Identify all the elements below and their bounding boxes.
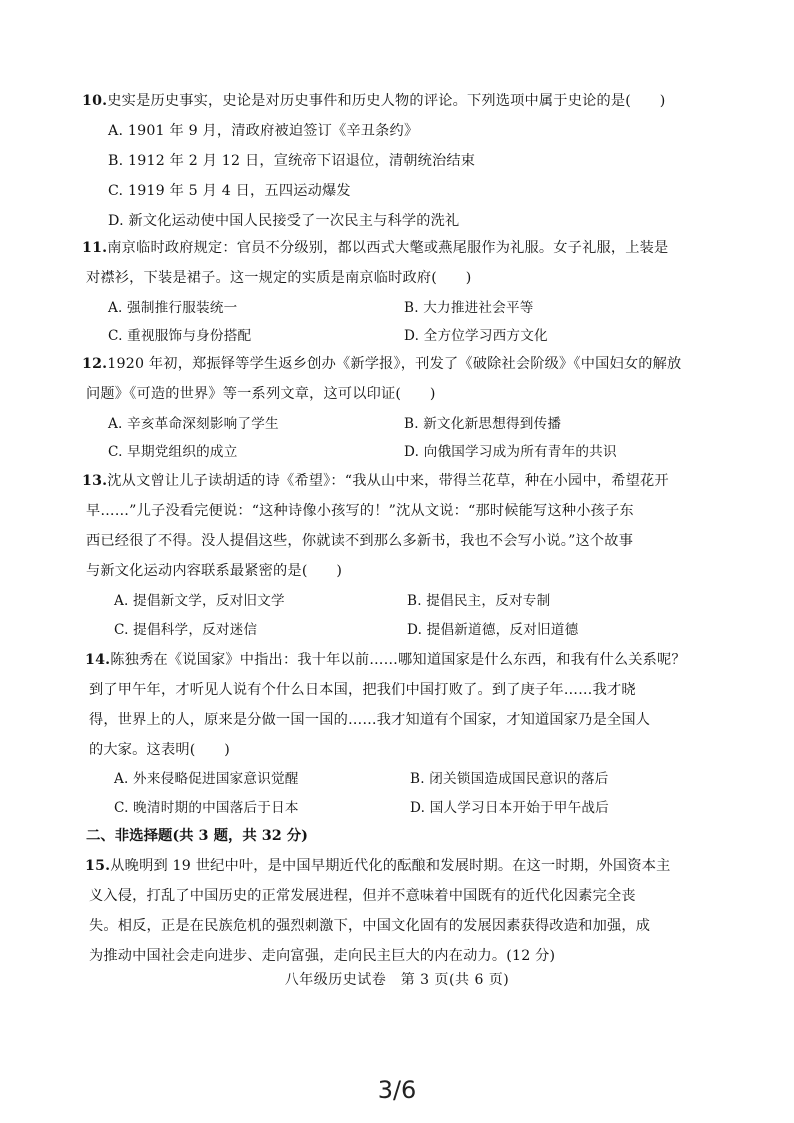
question-14 [85,645,689,765]
question-number: 12. [82,356,108,372]
question-text: 陈独秀在《说国家》中指出：我十年以前……哪知道国家是什么东西，和我有什么关系呢？ [110,652,686,668]
option-a: A. 提倡新文学，反对旧文学 [114,593,285,609]
question-text: 1920 年初，郑振铎等学生返乡创办《新学报》，刊发了《破除社会阶级》《中国妇女的解放 [107,356,682,372]
question-11-stem [82,233,686,263]
question-12-stem [82,349,686,379]
question-text-line: 失。相反，正是在民族危机的强烈刺激下，中国文化固有的发展因素获得改造和加强，成 [89,918,651,934]
question-14-stem [85,645,689,675]
page-indicator: 3/6 [377,1076,417,1104]
option-b: B. 1912 年 2 月 12 日，宣统帝下诏退位，清朝统治结束 [108,153,476,169]
question-number: 11. [82,240,108,256]
question-text: 沈从文曾让儿子读胡适的诗《希望》：“我从山中来，带得兰花草，种在小园中，希望花开 [107,473,669,489]
option-b: B. 提倡民主，反对专制 [407,593,551,609]
option-c: C. 1919 年 5 月 4 日，五四运动爆发 [108,183,351,199]
question-number: 14. [85,652,111,668]
question-text-line: 义入侵，打乱了中国历史的正常发展进程，但并不意味着中国既有的近代化因素完全丧 [89,888,636,904]
page-footer: 八年级历史试卷 第 3 页(共 6 页) [284,972,510,988]
question-11 [82,233,686,293]
option-d: D. 国人学习日本开始于甲午战后 [410,800,609,816]
option-a: A. 1901 年 9 月，清政府被迫签订《辛丑条约》 [108,123,419,139]
question-number: 15. [85,858,111,874]
question-text-line: 早……”儿子没看完便说：“这种诗像小孩写的！”沈从文说：“那时候能写这种小孩子东 [86,503,634,519]
question-10 [82,86,686,236]
question-text-line: 与新文化运动内容联系最紧密的是( ) [86,563,343,579]
option-c: C. 重视服饰与身份搭配 [108,328,252,344]
question-15 [85,851,689,971]
question-15-stem [85,851,689,881]
question-12 [82,349,686,409]
question-number: 13. [82,473,108,489]
option-a: A. 强制推行服装统一 [108,300,238,316]
question-number: 10. [82,93,108,109]
question-text: 史实是历史事实，史论是对历史事件和历史人物的评论。下列选项中属于史论的是( ) [107,93,666,109]
question-13-stem [82,466,686,496]
option-b: B. 大力推进社会平等 [404,300,534,316]
question-text-line: 对襟衫，下装是裙子。这一规定的实质是南京临时政府( ) [86,270,472,286]
question-10-stem [82,86,686,116]
option-b: B. 闭关锁国造成国民意识的落后 [410,771,609,787]
option-c: C. 早期党组织的成立 [108,444,238,460]
option-d: D. 全方位学习西方文化 [404,328,548,344]
option-d: D. 向俄国学习成为所有青年的共识 [404,444,617,460]
question-text-line: 西已经很了不得。没人提倡这些，你就读不到那么多新书，我也不会写小说。”这个故事 [86,533,634,549]
option-a: A. 外来侵略促进国家意识觉醒 [114,771,299,787]
option-b: B. 新文化新思想得到传播 [404,416,562,432]
question-text-line: 得，世界上的人，原来是分做一国一国的……我才知道有个国家，才知道国家乃是全国人 [89,712,651,728]
question-text: 从晚明到 19 世纪中叶，是中国早期近代化的酝酿和发展时期。在这一时期，外国资本主 [110,858,671,874]
question-text-line: 问题》《可造的世界》等一系列文章，这可以印证( ) [86,386,436,402]
section-heading: 二、非选择题(共 3 题，共 32 分) [86,827,308,844]
question-text-line: 的大家。这表明( ) [89,742,230,758]
option-c: C. 晚清时期的中国落后于日本 [114,800,299,816]
option-d: D. 提倡新道德，反对旧道德 [407,622,579,638]
option-a: A. 辛亥革命深刻影响了学生 [108,416,279,432]
question-text-line: 到了甲午年，才听见人说有个什么日本国，把我们中国打败了。到了庚子年……我才晓 [89,682,636,698]
question-text: 南京临时政府规定：官员不分级别，都以西式大氅或燕尾服作为礼服。女子礼服，上装是 [107,240,669,256]
question-text-line: 为推动中国社会走向进步、走向富强，走向民主巨大的内在动力。(12 分) [89,948,556,964]
option-c: C. 提倡科学，反对迷信 [114,622,258,638]
option-d: D. 新文化运动使中国人民接受了一次民主与科学的洗礼 [108,213,460,229]
question-13 [82,466,686,586]
